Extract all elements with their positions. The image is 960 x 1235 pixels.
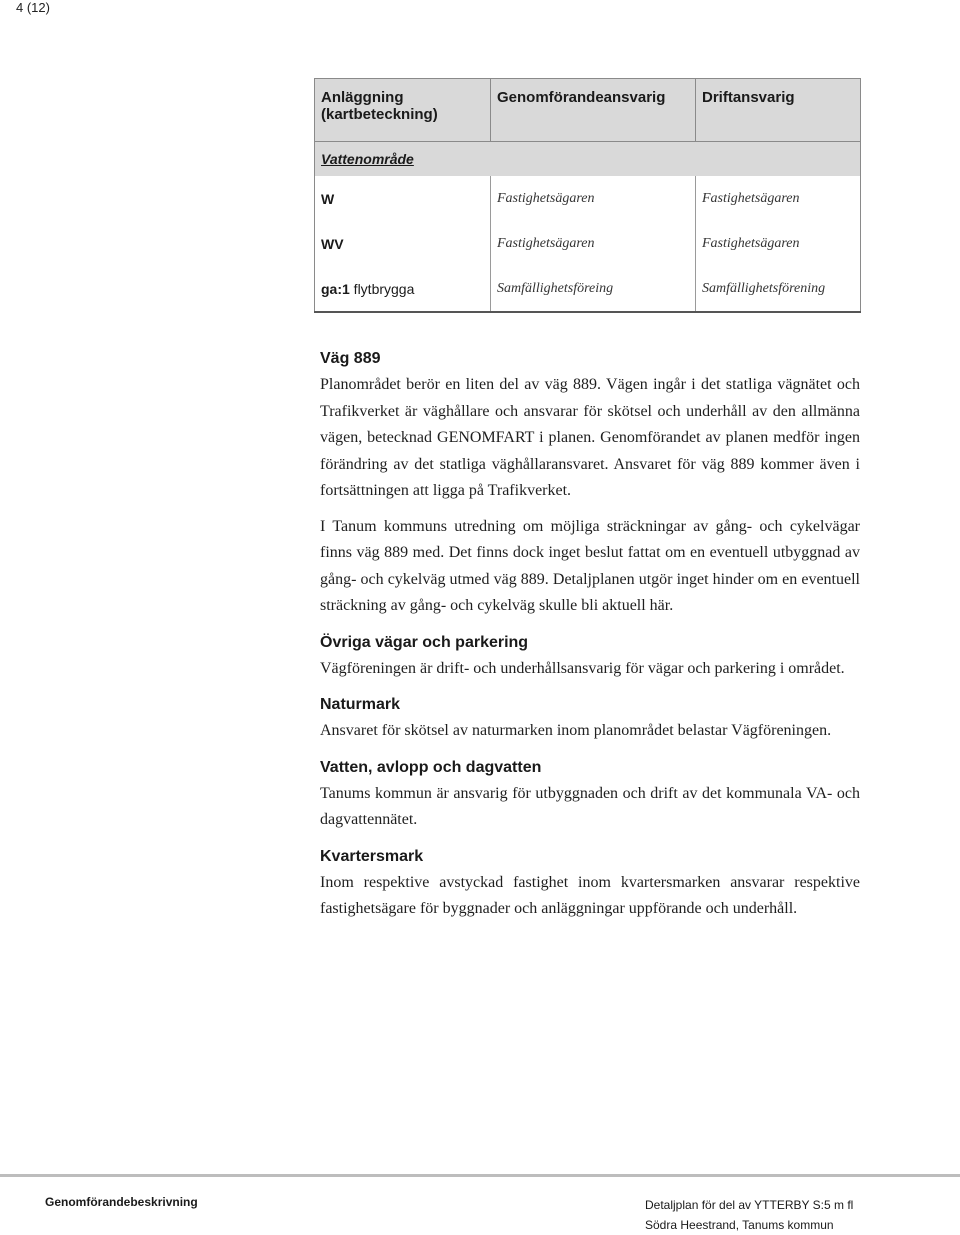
header-driftansvarig: Driftansvarig — [696, 79, 861, 142]
table-row — [315, 221, 861, 266]
heading-ovriga-vagar: Övriga vägar och parkering — [320, 633, 529, 651]
footer-divider — [0, 1174, 960, 1177]
cell-code-bold: WV — [321, 235, 344, 252]
paragraph-naturmark: Ansvaret för skötsel av naturmarken inom planområdet belastar Vägföreningen. — [320, 722, 832, 739]
table-row — [315, 266, 861, 312]
cell-code — [315, 176, 491, 221]
table-row — [315, 176, 861, 221]
paragraph-kvartersmark: Inom respektive avstyckad fastighet inom kvartersmarken ansvarar respektive fastighetsägare för byggnader och anläggningar uppförande och underhåll. — [320, 873, 860, 917]
cell-code — [315, 221, 491, 266]
paragraph-ovriga-vagar: Vägföreningen är drift- och underhållsansvarig för vägar och parkering i området. — [320, 659, 845, 677]
header-anlaggning: Anläggning (kartbeteckning) — [315, 79, 491, 142]
heading-naturmark: Naturmark — [320, 696, 401, 713]
paragraph-vag-889-2: I Tanum kommuns utredning om möjliga sträckningar av gång- och cykelvägar finns väg 889 med. Det finns dock inget beslut fattat om en eventuell utbyggnad av gång- och cykelväg utmed väg 889. Detaljplanen utgör inget hinder om en eventuell sträckning av gång- och cykelväg skulle bli aktuell här. — [320, 517, 860, 614]
cell-code — [315, 266, 491, 312]
cell-code-bold: ga:1 — [321, 280, 350, 297]
cell-drift: Fastighetsägaren — [702, 190, 800, 206]
heading-vatten-avlopp: Vatten, avlopp och dagvatten — [320, 758, 542, 776]
document-body — [320, 346, 860, 923]
cell-genomforande: Samfällighetsföreing — [491, 266, 696, 312]
responsibility-table — [314, 78, 861, 313]
cell-drift: Samfällighetsförening — [702, 280, 826, 296]
table-header-row — [315, 79, 861, 142]
heading-kvartersmark: Kvartersmark — [320, 847, 424, 865]
footer-plan-info — [645, 1195, 853, 1235]
paragraph-vatten-avlopp: Tanums kommun är ansvarig för utbyggnaden och drift av det kommunala VA- och dagvattennätet. — [320, 784, 860, 828]
paragraph-vag-889-1: Planområdet berör en liten del av väg 889. Vägen ingår i det statliga vägnätet och Trafikverket är väghållare och ansvarar för skötsel och underhåll av den allmänna vägen, betecknad GENOMFART i planen. Genomförandet av planen medför ingen förändring av det statliga väghållaransvaret. Ansvaret för väg 889 kommer även i fortsättningen att ligga på Trafikverket. — [320, 376, 860, 499]
cell-genomforande: Fastighetsägaren — [491, 221, 696, 266]
heading-vag-889: Väg 889 — [320, 350, 381, 367]
table-section-row — [315, 142, 861, 177]
cell-genomforande: Fastighetsägaren — [491, 176, 696, 221]
footer-plan-location: Södra Heestrand, Tanums kommun — [645, 1218, 834, 1232]
header-genomforandeansvarig: Genomförandeansvarig — [491, 79, 696, 142]
footer-document-type: Genomförandebeskrivning — [45, 1195, 198, 1209]
cell-code-bold: W — [321, 190, 335, 207]
footer-plan-name: Detaljplan för del av YTTERBY S:5 m fl — [645, 1198, 854, 1212]
section-vattenomrade: Vattenområde — [315, 142, 861, 177]
cell-code-rest: flytbrygga — [349, 280, 415, 297]
cell-drift: Fastighetsägaren — [702, 235, 800, 251]
page-number: 4 (12) — [16, 0, 50, 15]
